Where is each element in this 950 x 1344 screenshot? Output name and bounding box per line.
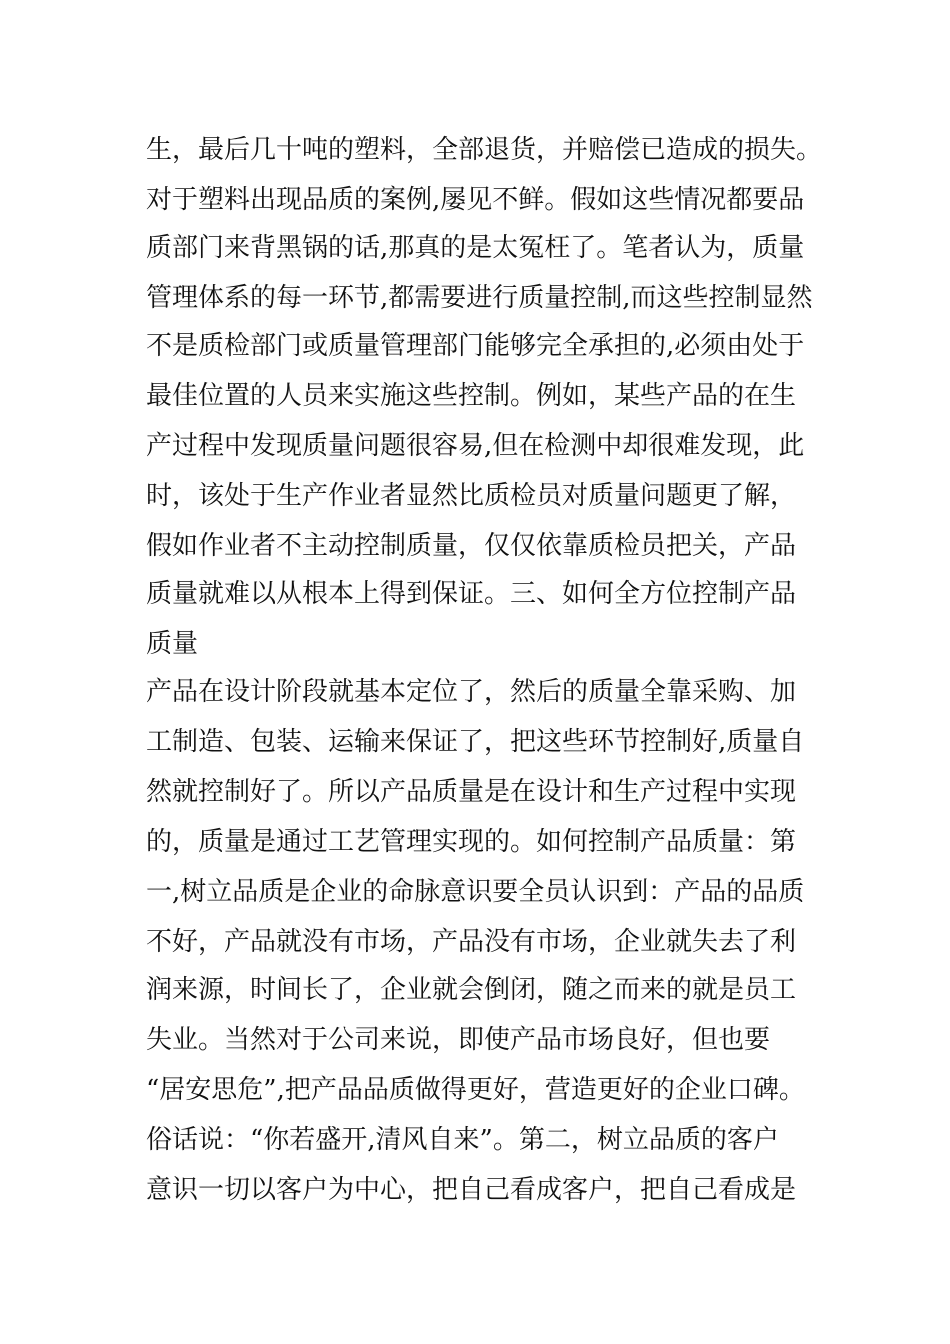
text-line: 工制造、包装、运输来保证了，把这些环节控制好,质量自 bbox=[146, 727, 805, 757]
text-line: 质量 bbox=[146, 629, 199, 659]
text-line: 质部门来背黑锅的话,那真的是太冤枉了。笔者认为，质量 bbox=[146, 233, 805, 263]
text-line: 产品在设计阶段就基本定位了，然后的质量全靠采购、加 bbox=[146, 677, 797, 707]
text-line: 失业。当然对于公司来说，即使产品市场良好，但也要 bbox=[146, 1025, 771, 1055]
text-line: 然就控制好了。所以产品质量是在设计和生产过程中实现 bbox=[146, 777, 797, 807]
text-line: 质量就难以从根本上得到保证。三、如何全方位控制产品 bbox=[146, 579, 797, 609]
text-line: 对于塑料出现品质的案例,屡见不鲜。假如这些情况都要品 bbox=[146, 185, 805, 215]
text-line: 产过程中发现质量问题很容易,但在检测中却很难发现，此 bbox=[146, 431, 805, 461]
text-line: 最佳位置的人员来实施这些控制。例如，某些产品的在生 bbox=[146, 381, 797, 411]
text-line: 不好，产品就没有市场，产品没有市场，企业就失去了利 bbox=[146, 927, 797, 957]
text-line: “居安思危”,把产品品质做得更好，营造更好的企业口碑。 bbox=[146, 1075, 805, 1105]
text-line: 俗话说：“你若盛开,清风自来”。第二，树立品质的客户 bbox=[146, 1125, 779, 1155]
text-line: 不是质检部门或质量管理部门能够完全承担的,必须由处于 bbox=[146, 331, 805, 361]
text-line: 假如作业者不主动控制质量，仅仅依靠质检员把关，产品 bbox=[146, 531, 797, 561]
text-line: 管理体系的每一环节,都需要进行质量控制,而这些控制显然 bbox=[146, 283, 813, 313]
text-line: 润来源，时间长了，企业就会倒闭，随之而来的就是员工 bbox=[146, 975, 797, 1005]
text-line: 意识一切以客户为中心，把自己看成客户，把自己看成是 bbox=[146, 1175, 797, 1205]
text-line: 时，该处于生产作业者显然比质检员对质量问题更了解， bbox=[146, 481, 797, 511]
text-line: 生，最后几十吨的塑料，全部退货，并赔偿已造成的损失。 bbox=[146, 135, 823, 165]
text-line: 的，质量是通过工艺管理实现的。如何控制产品质量：第 bbox=[146, 827, 797, 857]
text-line: 一,树立品质是企业的命脉意识要全员认识到：产品的品质 bbox=[146, 877, 805, 907]
